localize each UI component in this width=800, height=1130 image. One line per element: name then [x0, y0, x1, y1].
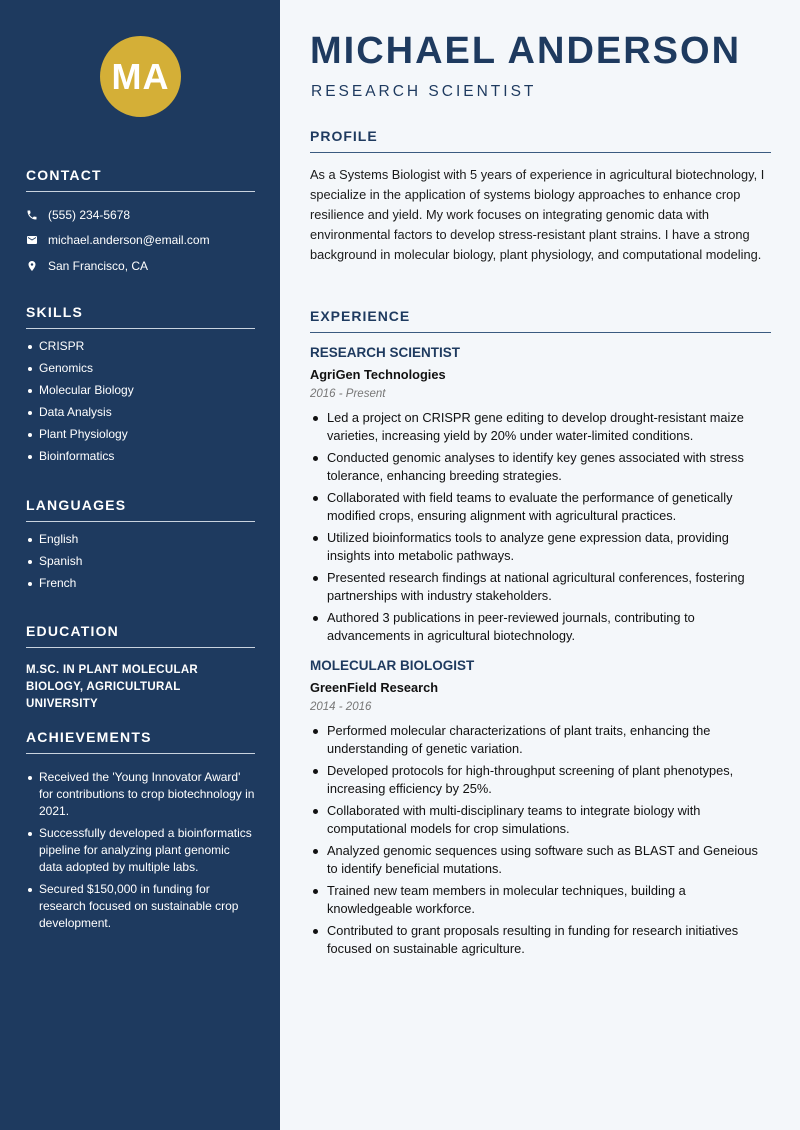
location-pin-icon: [26, 260, 48, 272]
job-entry: [310, 658, 771, 958]
education-heading: EDUCATION: [26, 623, 255, 648]
phone-text: (555) 234-5678: [48, 207, 131, 222]
achievements-list: [26, 769, 255, 932]
company-name: AgriGen Technologies: [310, 367, 446, 382]
candidate-name: MICHAEL ANDERSON: [310, 30, 742, 72]
job-bullet: Utilized bioinformatics tools to analyze gene expression data, providing insights into metabolic pathways.: [310, 529, 771, 565]
languages-list: [26, 531, 255, 592]
skill-item: Bioinformatics: [26, 448, 255, 465]
job-bullet: Contributed to grant proposals resulting in funding for research initiatives focused on sustainable agriculture.: [310, 922, 771, 958]
achievements-heading: ACHIEVEMENTS: [26, 729, 255, 754]
job-title: RESEARCH SCIENTIST: [310, 345, 461, 360]
mail-icon: [26, 234, 48, 246]
job-bullet: Led a project on CRISPR gene editing to develop drought-resistant maize varieties, increasing yield by 20% under water-limited conditions.: [310, 409, 771, 445]
job-dates: 2014 - 2016: [310, 701, 372, 713]
skill-item: Plant Physiology: [26, 426, 255, 443]
sidebar: [0, 0, 280, 1130]
job-dates: 2016 - Present: [310, 388, 386, 400]
skills-heading: SKILLS: [26, 304, 255, 329]
contact-phone: [26, 202, 255, 228]
job-bullets: [310, 722, 771, 958]
experience-heading: EXPERIENCE: [310, 308, 771, 333]
job-title: MOLECULAR BIOLOGIST: [310, 658, 475, 673]
languages-heading: LANGUAGES: [26, 497, 255, 522]
job-entry: [310, 345, 771, 645]
skill-item: Data Analysis: [26, 404, 255, 421]
contact-list: [26, 202, 255, 279]
language-item: English: [26, 531, 255, 548]
profile-section: [310, 128, 771, 265]
skills-section: [26, 304, 255, 470]
contact-email: [26, 228, 255, 254]
language-item: French: [26, 575, 255, 592]
contact-section: [26, 167, 255, 279]
contact-heading: CONTACT: [26, 167, 255, 192]
job-bullet: Collaborated with field teams to evaluate the performance of genetically modified crops, ensuring alignment with agricultural practices.: [310, 489, 771, 525]
achievement-item: Received the 'Young Innovator Award' for contributions to crop biotechnology in 2021.: [26, 769, 255, 820]
language-item: Spanish: [26, 553, 255, 570]
avatar: MA: [100, 36, 181, 117]
education-degree: M.SC. IN PLANT MOLECULAR BIOLOGY, AGRICULTURAL UNIVERSITY: [26, 664, 199, 710]
profile-text: As a Systems Biologist with 5 years of experience in agricultural biotechnology, I specialize in the application of systems biology approaches to enhance crop resilience and yield. My work focuses on integrating genomic data with environmental factors to develop stress-resistant plant strains. I have a strong background in molecular biology, plant physiology, and computational modeling.: [310, 167, 765, 262]
achievement-item: Secured $150,000 in funding for research focused on sustainable crop development.: [26, 881, 255, 932]
job-bullet: Analyzed genomic sequences using software such as BLAST and Geneious to identify beneficial mutations.: [310, 842, 771, 878]
skill-item: Genomics: [26, 360, 255, 377]
location-text: San Francisco, CA: [48, 258, 149, 273]
company-name: GreenField Research: [310, 680, 439, 695]
email-text: michael.anderson@email.com: [48, 233, 210, 248]
phone-icon: [26, 209, 48, 221]
education-section: [26, 623, 255, 713]
achievement-item: Successfully developed a bioinformatics pipeline for analyzing plant genomic data adopted by multiple labs.: [26, 825, 255, 876]
job-bullet: Developed protocols for high-throughput screening of plant phenotypes, increasing efficiency by 25%.: [310, 762, 771, 798]
job-bullet: Presented research findings at national agricultural conferences, fostering partnerships with industry stakeholders.: [310, 569, 771, 605]
job-bullets: [310, 409, 771, 645]
experience-section: [310, 308, 771, 962]
skills-list: [26, 338, 255, 465]
job-bullet: Conducted genomic analyses to identify key genes associated with stress tolerance, enhancing breeding strategies.: [310, 449, 771, 485]
main-content: [280, 0, 800, 1130]
job-bullet: Authored 3 publications in peer-reviewed journals, contributing to advancements in agricultural biotechnology.: [310, 609, 771, 645]
job-bullet: Collaborated with multi-disciplinary teams to integrate biology with computational models for crop simulations.: [310, 802, 771, 838]
skill-item: Molecular Biology: [26, 382, 255, 399]
contact-location: [26, 253, 255, 279]
job-bullet: Trained new team members in molecular techniques, building a knowledgeable workforce.: [310, 882, 771, 918]
achievements-section: [26, 729, 255, 937]
languages-section: [26, 497, 255, 597]
job-bullet: Performed molecular characterizations of plant traits, enhancing the understanding of genetic variation.: [310, 722, 771, 758]
skill-item: CRISPR: [26, 338, 255, 355]
candidate-title: RESEARCH SCIENTIST: [311, 83, 537, 100]
profile-heading: PROFILE: [310, 128, 771, 153]
